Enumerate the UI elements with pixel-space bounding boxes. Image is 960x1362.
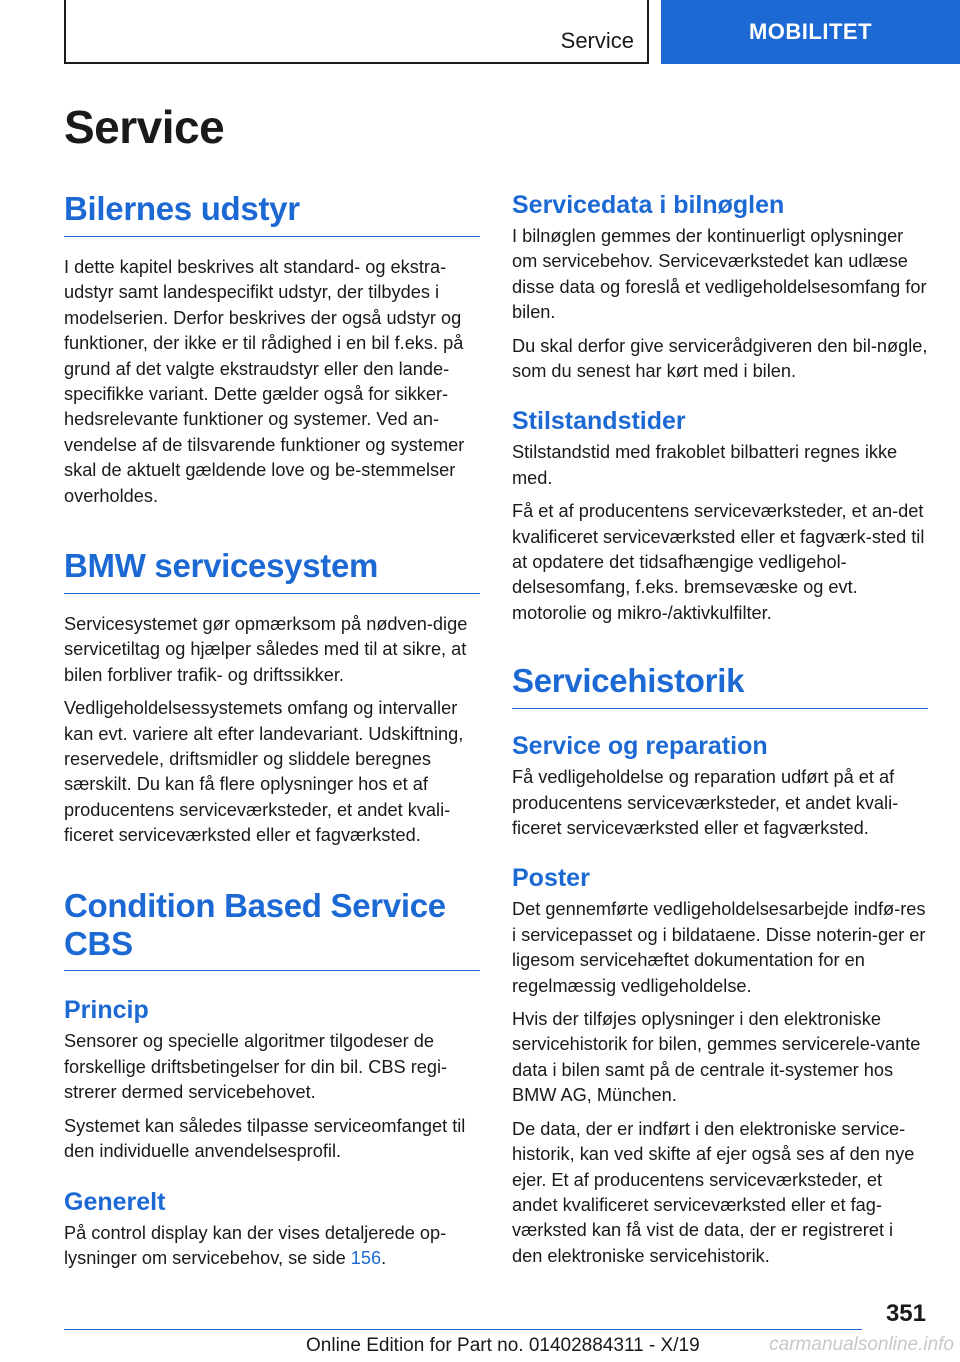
servicedata-p1: I bilnøglen gemmes der kontinuerligt oplysninger om servicebehov. Serviceværkstedet kan udlæse disse data og foreslå et vedligeholdelsesomfang for bilen. [512,226,927,323]
poster-p1: Det gennemførte vedligeholdelsesarbejde indfø-res i servicepasset og i bildataene. Disse noterin-ger er ligesom servicehæftet dokumentation for en regelmæssig vedligeholdelse. [512,899,926,996]
bilernes-udstyr-body: I dette kapitel beskrives alt standard- og ekstra-udstyr samt landespecifikt udstyr, der tilbydes i modelserien. Derfor beskrives der også udstyr og funktioner, der ikke er til rådighed i en bil f.eks. på grund af det valgte ekstraudstyr eller den lande-specifikke variant. Dette gælder også for sikker-hedsrelevante funktioner og systemer. Ved an-vendelse af de tilsvarende funktioner og systemer skal de aktuelt gældende love og be-stemmelser overholdes. [64,256,465,506]
page-link-156[interactable]: 156 [350,1247,382,1268]
heading-bmw-servicesystem: BMW servicesystem [64,547,480,594]
heading-princip: Princip [64,996,149,1025]
servicedata-p2: Du skal derfor give servicerådgiveren den bil-nøgle, som du senest har kørt med i bilen. [512,335,928,382]
princip-p2: Systemet kan således tilpasse serviceomfanget til den individuelle anvendelsesprofil. [64,1115,466,1162]
header-section-label: Service [560,28,634,53]
heading-cbs: Condition Based Service CBS [64,887,480,972]
watermark: carmanualsonline.info [769,1334,954,1355]
page-title: Service [64,101,225,153]
page-number: 351 [885,1300,926,1327]
bmw-servicesystem-p2: Vedligeholdelsessystemets omfang og intervaller kan evt. variere alt efter landevariant. Udskiftning, reservedele, driftsmidler og sliddele beregnes særskilt. Du kan få flere oplysninger hos et af producentens serviceværksteder, et andet kvali-ficeret serviceværksted eller et fagværksted. [64,698,464,846]
heading-servicedata: Servicedata i bilnøglen [512,191,785,219]
footer-divider [64,1329,862,1330]
heading-poster: Poster [512,864,590,893]
generelt-text-end: . [381,1247,387,1268]
generelt-p1 [64,1221,480,1272]
heading-generelt: Generelt [64,1187,166,1216]
service-og-reparation-p1: Få vedligeholdelse og reparation udført på et af producentens serviceværksteder, et andet kvali-ficeret serviceværksted eller et fagværksted. [512,767,899,839]
stilstandstider-p1: Stilstandstid med frakoblet bilbatteri regnes ikke med. [512,442,898,488]
heading-stilstandstider: Stilstandstider [512,407,686,436]
poster-p3: De data, der er indført i den elektroniske service-historik, kan ved skifte af ejer også ses af den nye ejer. Et af producentens serviceværksteder, et andet kvalificeret serviceværksted eller et fag-værksted kan få vist de data, der er registreret i den elektroniske servicehistorik. [512,1118,915,1266]
left-column [64,190,480,1271]
right-column [512,190,928,1269]
heading-bilernes-udstyr: Bilernes udstyr [64,190,480,237]
header-tab-mobilitet[interactable]: MOBILITET [661,0,960,64]
footer-edition: Online Edition for Part no. 01402884311 - X/19 [306,1335,700,1356]
bmw-servicesystem-p1: Servicesystemet gør opmærksom på nødven-dige servicetiltag og hjælper således med til at sikre, at bilen forbliver trafik- og driftssikker. [64,613,468,685]
heading-servicehistorik: Servicehistorik [512,662,928,709]
generelt-text: På control display kan der vises detaljerede op-lysninger om servicebehov, se side [64,1222,447,1268]
heading-service-og-reparation: Service og reparation [512,732,768,761]
poster-p2: Hvis der tilføjes oplysninger i den elektroniske servicehistorik for bilen, gemmes servicerele-vante data i bilen samt på de centrale it-systemer hos BMW AG, München. [512,1009,921,1106]
stilstandstider-p2: Få et af producentens serviceværksteder, et an-det kvalificeret serviceværksted eller et fagværk-sted til at opdatere det tidsafhængige vedligehol-delsesomfang, f.eks. bremsevæske og evt. motorolie og mikro-/aktivkulfilter. [512,501,925,623]
princip-p1: Sensorer og specielle algoritmer tilgodeser de forskellige driftsbetingelser for din bil. CBS regi-strerer dermed servicebehovet. [64,1031,448,1103]
